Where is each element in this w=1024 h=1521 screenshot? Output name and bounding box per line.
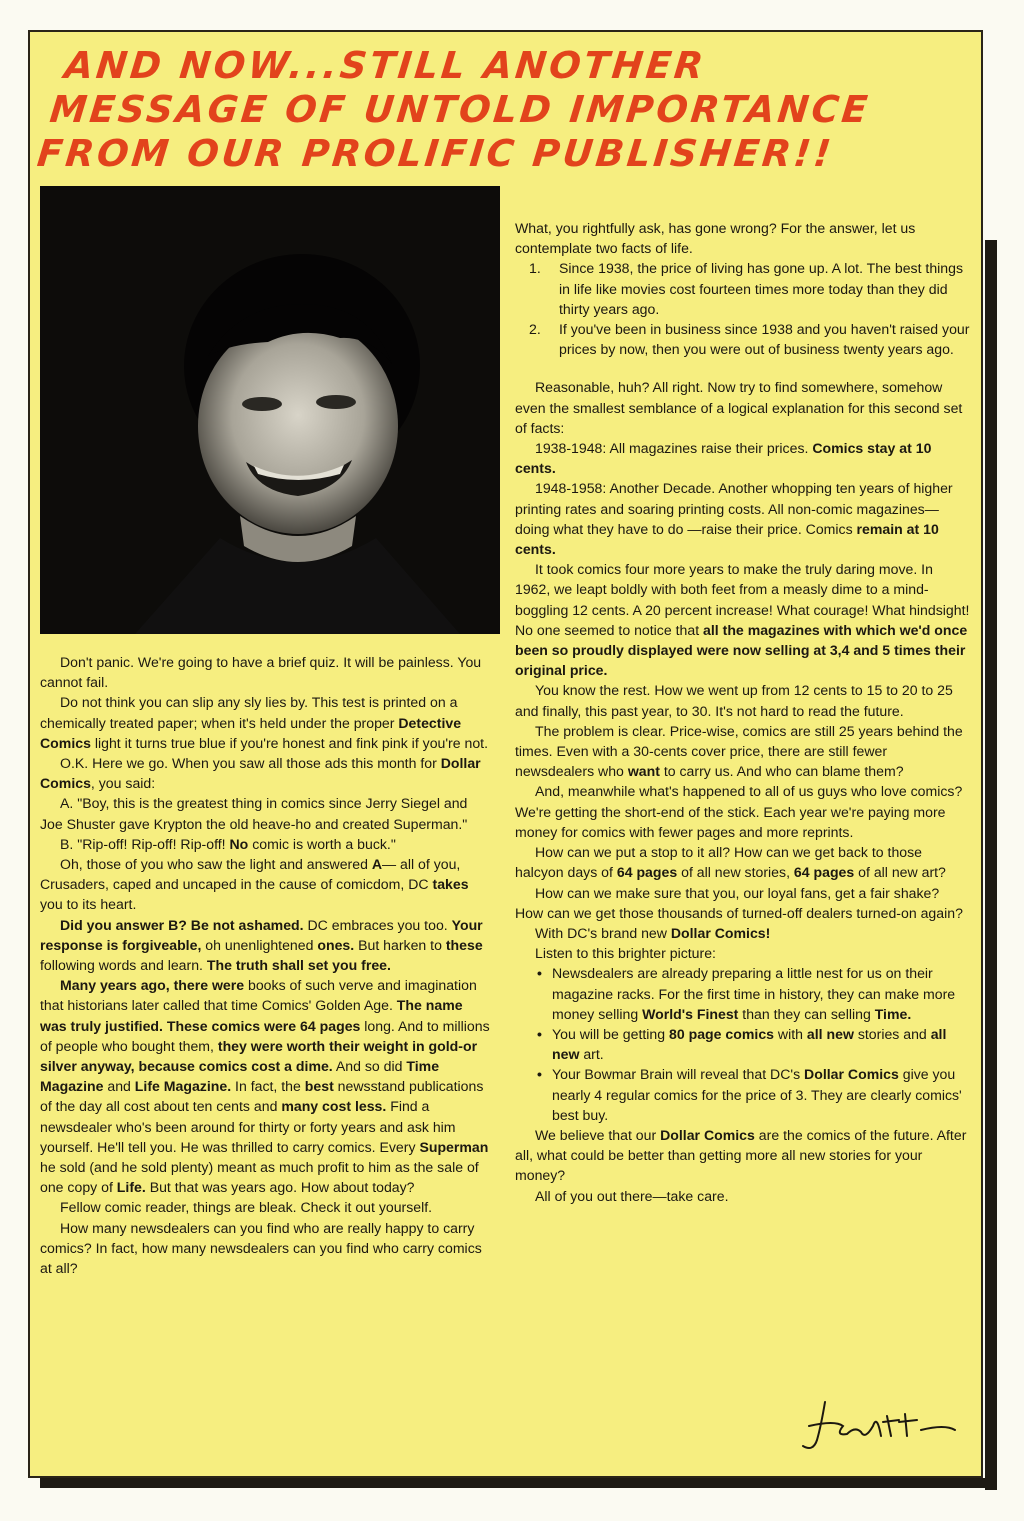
bold-text: all new — [806, 1025, 854, 1042]
text-span: Oh, those of you who saw the light and answered — [60, 856, 372, 873]
bold-text: 80 page comics — [669, 1025, 774, 1042]
right-paragraph — [515, 559, 970, 680]
text-span: than they can selling — [738, 1005, 875, 1022]
bullet-item — [515, 963, 970, 1024]
fact-text: If you've been in business since 1938 and you haven't raised your prices by now, then you were out of business twenty years ago. — [559, 321, 970, 358]
text-span: Newsdealers are already preparing a little nest for us on their magazine racks. For the first time in history, they can make more money selling — [552, 965, 956, 1022]
text-span: — all of you, Crusaders, caped and uncaped in the cause of comicdom, DC — [40, 856, 461, 893]
right-paragraph — [515, 1125, 970, 1186]
right-paragraph — [515, 438, 970, 478]
bold-text: Detective Comics — [40, 714, 462, 751]
bold-text: all new — [552, 1025, 947, 1063]
text-span: Your Bowmar Brain will reveal that DC's — [552, 1066, 805, 1083]
text-span: You will be getting — [552, 1025, 670, 1042]
bold-text: best — [304, 1078, 334, 1095]
text-span: But harken to — [354, 936, 446, 953]
headline-line-2: MESSAGE OF UNTOLD IMPORTANCE — [47, 88, 873, 131]
right-paragraph: And, meanwhile what's happened to all of us guys who love comics? We're getting the short-end of the stick. Each year we're paying more money for comics with fewer pages and more reprints. — [515, 783, 963, 840]
bold-text: Dollar Comics! — [670, 924, 771, 941]
publisher-signature — [795, 1396, 965, 1456]
right-paragraph: Listen to this brighter picture: — [535, 945, 716, 962]
left-paragraph: How many newsdealers can you find who are really happy to carry comics? In fact, how many newsdealers can you find who carry comics at all? — [40, 1219, 482, 1277]
text-span: are the comics of the future. After all, what could be better than getting more all new stories for your money? — [515, 1126, 967, 1184]
text-span: light it turns true blue if you're honest and fink pink if you're not. — [90, 734, 489, 751]
text-span: to carry us. And who can blame them? — [659, 763, 904, 780]
text-span: give you nearly 4 regular comics for the price of 3. They are clearly comics' best buy. — [552, 1066, 962, 1123]
text-span: Do not think you can slip any sly lies by. This test is printed on a chemically treated paper; when it's held under the proper — [40, 694, 458, 731]
bold-text: Your response is forgiveable, — [40, 916, 483, 953]
headline-line-1: AND NOW...STILL ANOTHER — [62, 44, 709, 87]
left-paragraph: Fellow comic reader, things are bleak. Check it out yourself. — [60, 1199, 433, 1216]
left-paragraph — [40, 915, 492, 976]
right-paragraph — [515, 923, 970, 943]
right-column — [515, 218, 970, 1206]
right-paragraph: How can we make sure that you, our loyal fans, get a fair shake? How can we get those thousands of turned-off dealers turned-on again? — [515, 884, 963, 921]
left-paragraph — [40, 834, 492, 854]
right-paragraph — [515, 721, 970, 782]
text-span: 1938-1948: All magazines raise their prices. — [535, 440, 813, 457]
bold-text: Many years ago, there were — [60, 977, 245, 994]
bold-text: Time Magazine — [40, 1058, 440, 1095]
text-span: With DC's brand new — [535, 924, 671, 941]
bullet-mark: • — [537, 965, 542, 982]
right-paragraph: All of you out there—take care. — [535, 1187, 729, 1204]
text-span: you to its heart. — [40, 896, 137, 913]
text-span: of all new art? — [854, 864, 946, 881]
bold-text: Dollar Comics — [40, 755, 481, 792]
fact-number: 1. — [529, 260, 541, 277]
bold-text: ones. — [317, 936, 355, 953]
headline-line-3: FROM OUR PROLIFIC PUBLISHER!! — [35, 132, 836, 175]
bullet-item — [515, 1024, 970, 1064]
left-column — [40, 652, 492, 1278]
text-span: of all new stories, — [677, 864, 794, 881]
text-span: oh unenlightened — [201, 936, 318, 953]
fact-text: Since 1938, the price of living has gone up. A lot. The best things in life like movies cost fourteen times more today than they did thirty years ago. — [559, 260, 964, 317]
publisher-photo — [40, 186, 500, 634]
text-span: books of such verve and imagination that historians later called that time Comics' Golden Age. — [40, 977, 477, 1014]
left-paragraph — [40, 854, 492, 915]
panel-shadow-right — [985, 240, 997, 1490]
text-span: And so did — [332, 1058, 407, 1075]
right-paragraph: What, you rightfully ask, has gone wrong? For the answer, let us contemplate two facts of life. — [515, 220, 916, 257]
text-span: following words and learn. — [40, 957, 207, 974]
right-paragraph: You know the rest. How we went up from 12 cents to 15 to 20 to 25 and finally, this past year, to 30. It's not hard to read the future. — [515, 682, 953, 719]
fact-item — [515, 258, 970, 319]
bold-text: many cost less. — [281, 1098, 387, 1115]
bold-text: 64 pages — [793, 864, 855, 881]
text-span: But that was years ago. How about today? — [145, 1179, 415, 1196]
text-span: In fact, the — [231, 1078, 305, 1095]
signature-icon — [795, 1396, 965, 1456]
text-span: The problem is clear. Price-wise, comics are still 25 years behind the times. Even with a 30-cents cover price, there are still fewer newsdealers who — [515, 722, 963, 780]
bold-text: want — [627, 763, 660, 780]
text-span: O.K. Here we go. When you saw all those ads this month for — [60, 755, 441, 772]
text-span: DC embraces you too. — [303, 916, 452, 933]
right-paragraph — [515, 478, 970, 559]
text-span: he sold (and he sold plenty) meant as much profit to him as the sale of one copy of — [40, 1159, 479, 1196]
bold-text: The truth shall set you free. — [206, 957, 391, 974]
fact-item — [515, 319, 970, 359]
publisher-portrait-image — [40, 186, 500, 634]
bold-text: No — [229, 835, 249, 852]
page-headline — [31, 44, 985, 176]
left-paragraph: A. "Boy, this is the greatest thing in comics since Jerry Siegel and Joe Shuster gave Krypton the old heave-ho and created Superman." — [40, 795, 468, 832]
bold-text: World's Finest — [642, 1005, 739, 1022]
text-span: We believe that our — [535, 1126, 661, 1143]
panel-shadow-bottom — [40, 1478, 997, 1488]
bold-text: remain at 10 cents. — [515, 520, 939, 558]
bold-text: all the magazines with which we'd once been so proudly displayed were now selling at 3,4 and 5 times their original price. — [515, 621, 968, 679]
text-span: stories and — [853, 1025, 931, 1042]
bold-text: Comics stay at 10 cents. — [515, 440, 932, 477]
text-span: Find a newsdealer who's been around for thirty or forty years and ask him yourself. He'll tell you. He was thrilled to carry comics. Every — [40, 1098, 456, 1155]
bullet-mark: • — [537, 1066, 542, 1083]
bold-text: Time. — [874, 1005, 912, 1022]
left-paragraph — [40, 975, 492, 1197]
bold-text: Did you answer B? Be not ashamed. — [60, 916, 304, 933]
text-span: comic is worth a buck." — [248, 835, 396, 852]
left-paragraph: Don't panic. We're going to have a brief quiz. It will be painless. You cannot fail. — [40, 654, 482, 691]
text-span: long. And to millions of people who bought them, — [40, 1017, 490, 1054]
bold-text: they were worth their weight in gold-or silver anyway, because comics cost a dime. — [40, 1037, 478, 1075]
paragraph-gap — [515, 359, 970, 377]
text-span: It took comics four more years to make the truly daring move. In 1962, we leapt boldly with both feet from a measly dime to a mind-boggling 12 cents. A 20 percent increase! What courage! What hindsight! No one seemed to notice that — [515, 561, 970, 638]
text-span: 1948-1958: Another Decade. Another whopping ten years of higher printing rates and soaring printing costs. All non-comic magazines—doing what they have to do —raise their price. Comics — [515, 480, 953, 537]
bold-text: Dollar Comics — [804, 1066, 899, 1083]
text-span: B. "Rip-off! Rip-off! Rip-off! — [60, 835, 230, 852]
bold-text: Dollar Comics — [660, 1126, 755, 1143]
text-span: newsstand publications of the day all cost about ten cents and — [40, 1078, 484, 1115]
right-paragraph — [515, 842, 970, 882]
right-paragraph: Reasonable, huh? All right. Now try to find somewhere, somehow even the smallest semblance of a logical explanation for this second set of facts: — [515, 379, 963, 436]
bullet-mark: • — [537, 1025, 542, 1042]
bold-text: takes — [432, 876, 469, 893]
bullet-item — [515, 1064, 970, 1125]
text-span: and — [103, 1078, 135, 1095]
bold-text: 64 pages — [616, 864, 678, 881]
left-paragraph — [40, 753, 492, 793]
fact-number: 2. — [529, 321, 541, 338]
text-span: with — [774, 1025, 807, 1042]
text-span: art. — [579, 1046, 604, 1063]
bold-text: The name was truly justified. These comics were 64 pages — [40, 997, 463, 1034]
left-paragraph — [40, 692, 492, 753]
text-span: How can we put a stop to it all? How can we get back to those halcyon days of — [515, 844, 923, 881]
bold-text: Superman — [419, 1138, 489, 1155]
bold-text: Life Magazine. — [134, 1078, 232, 1095]
bold-text: Life. — [116, 1179, 146, 1196]
bold-text: these — [445, 936, 483, 953]
text-span: , you said: — [90, 775, 156, 792]
bold-text: A — [371, 856, 383, 873]
